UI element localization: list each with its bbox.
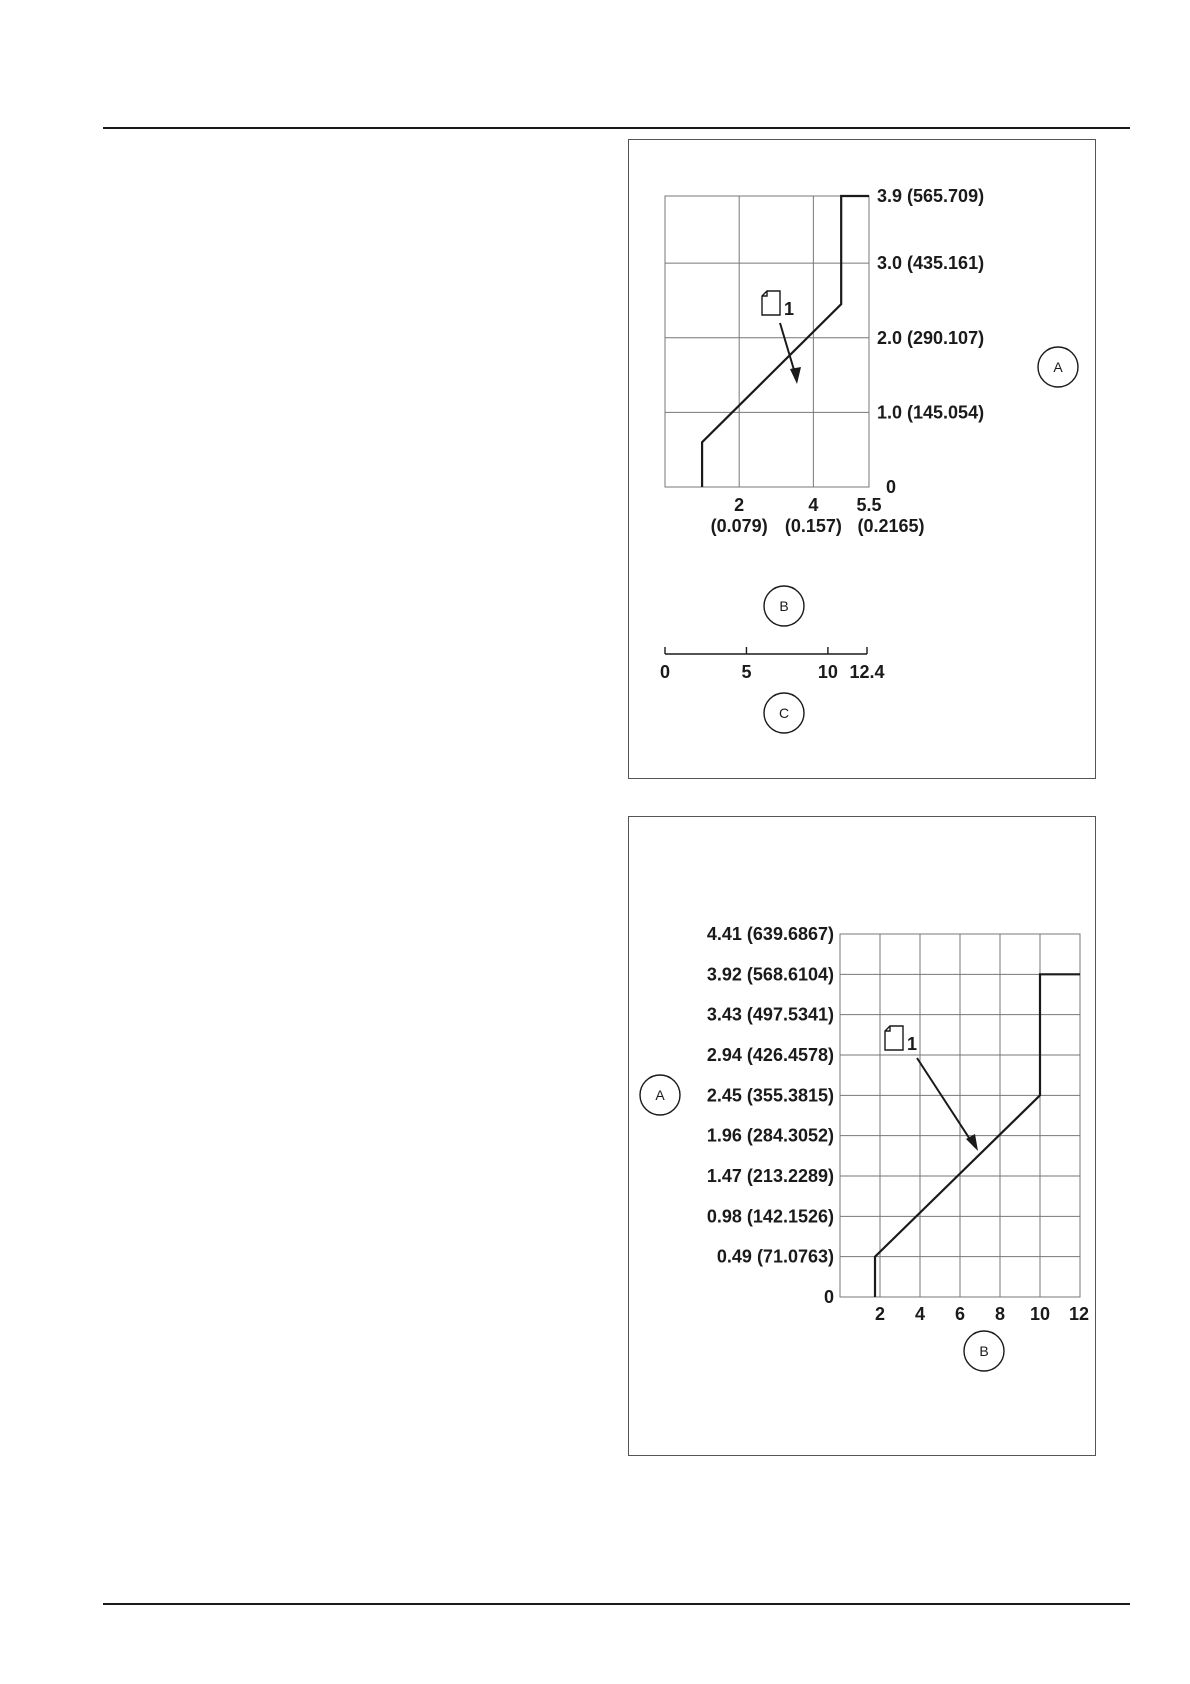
chart-2-y-tick-labels — [707, 924, 834, 1307]
chart-2-x-tick-labels — [875, 1304, 1089, 1324]
callout-number: 1 — [907, 1034, 918, 1054]
chart-panel-2 — [628, 816, 1096, 1456]
y-tick-label-9: 4.41 (639.6867) — [706, 924, 834, 944]
chart-2-svg — [629, 817, 1097, 1457]
x-tick-sub-label-1: (0.157) — [784, 516, 842, 536]
header-rule — [103, 127, 1130, 129]
y-tick-label-5: 2.45 (355.3815) — [706, 1085, 834, 1106]
x-tick-label-1: 4 — [808, 495, 819, 515]
y-tick-label-2: 0.98 (142.1526) — [706, 1206, 834, 1227]
y-tick-label-8: 3.92 (568.6104) — [706, 964, 834, 985]
secondary-scale — [660, 647, 885, 682]
callout-arrowhead — [790, 367, 801, 384]
y-tick-label-0: 0 — [823, 1287, 834, 1307]
marker-C-label: C — [778, 705, 790, 721]
y-tick-label-1: 1.0 (145.054) — [877, 402, 985, 423]
x-tick-label-2: 5.5 — [856, 495, 882, 515]
scale-tick-label-2: 10 — [817, 662, 838, 682]
x-tick-label-5: 12 — [1068, 1304, 1090, 1324]
x-tick-sub-label-2: (0.2165) — [857, 516, 925, 536]
y-tick-label-2: 2.0 (290.107) — [877, 327, 985, 348]
x-tick-label-0: 2 — [734, 495, 745, 515]
document-icon — [762, 291, 780, 315]
marker-A — [640, 1075, 680, 1115]
y-tick-label-0: 0 — [886, 477, 897, 497]
y-tick-label-4: 1.96 (284.3052) — [706, 1125, 834, 1146]
x-tick-label-0: 2 — [874, 1304, 886, 1324]
y-tick-label-1: 0.49 (71.0763) — [716, 1246, 834, 1267]
marker-B — [764, 586, 804, 626]
x-tick-label-2: 6 — [954, 1304, 966, 1324]
callout-number: 1 — [784, 299, 795, 319]
scale-tick-label-0: 0 — [659, 662, 671, 682]
chart-2-grid — [840, 934, 1080, 1297]
y-tick-label-4: 3.9 (565.709) — [877, 186, 985, 206]
x-tick-label-4: 10 — [1029, 1304, 1051, 1324]
y-tick-label-3: 3.0 (435.161) — [877, 253, 985, 274]
plot-frame — [665, 196, 869, 487]
y-tick-label-3: 1.47 (213.2289) — [706, 1166, 834, 1186]
marker-C — [764, 693, 804, 733]
marker-A-label: A — [655, 1087, 665, 1103]
scale-tick-label-1: 5 — [741, 662, 752, 682]
marker-B — [964, 1331, 1004, 1371]
chart-1-x-tick-labels — [711, 495, 925, 536]
y-tick-label-6: 2.94 (426.4578) — [706, 1045, 834, 1065]
x-tick-label-3: 8 — [994, 1304, 1006, 1324]
x-tick-sub-label-0: (0.079) — [710, 516, 768, 536]
marker-B-label: B — [779, 598, 789, 614]
y-tick-label-7: 3.43 (497.5341) — [706, 1004, 834, 1025]
chart-1-svg — [629, 140, 1097, 780]
chart-1-y-tick-labels — [877, 186, 984, 497]
marker-A-label: A — [1053, 359, 1063, 375]
x-tick-label-1: 4 — [914, 1304, 926, 1324]
callout-arrow — [917, 1058, 975, 1147]
marker-A — [1038, 347, 1078, 387]
chart-2-callout — [885, 1026, 978, 1151]
document-icon — [885, 1026, 903, 1050]
chart-panel-1 — [628, 139, 1096, 779]
scale-tick-label-3: 12.4 — [849, 662, 885, 682]
marker-B-label: B — [979, 1343, 989, 1359]
chart-1-grid — [665, 196, 869, 487]
footer-rule — [103, 1603, 1130, 1605]
